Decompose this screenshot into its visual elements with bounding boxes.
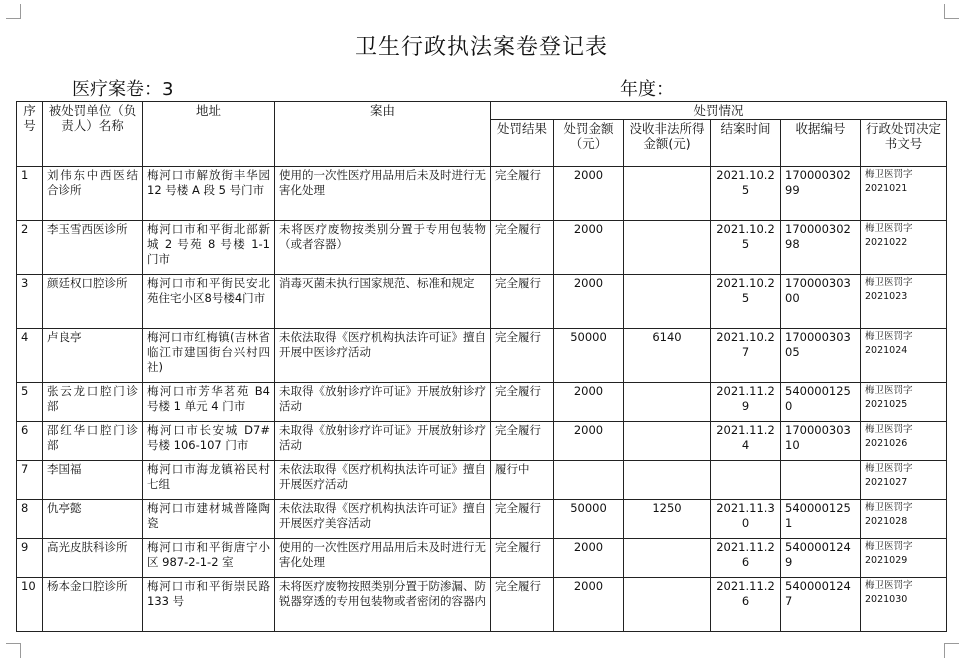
row-seq: 10 [17, 578, 43, 632]
row-seq: 2 [17, 221, 43, 275]
row-address: 梅河口市芳华茗苑 B4 号楼 1 单元 4 门市 [143, 383, 275, 422]
row-doc-no [861, 383, 947, 422]
row-receipt: 17000030299 [781, 167, 861, 221]
row-close-date: 2021.11.26 [711, 539, 781, 578]
row-close-date: 2021.10.25 [711, 221, 781, 275]
doc-number: 2021023 [865, 291, 908, 302]
row-receipt: 5400001250 [781, 383, 861, 422]
row-unit: 邵红华口腔门诊部 [43, 422, 143, 461]
year-label: 年度： [620, 79, 674, 100]
row-close-date: 2021.10.27 [711, 329, 781, 383]
row-unit: 杨本金口腔诊所 [43, 578, 143, 632]
row-doc-no [861, 461, 947, 500]
doc-number: 2021030 [865, 594, 908, 605]
row-result: 完全履行 [491, 221, 554, 275]
row-result: 完全履行 [491, 578, 554, 632]
crop-mark-top-left [6, 4, 21, 19]
doc-number: 2021024 [865, 345, 908, 356]
row-unit: 张云龙口腔门诊部 [43, 383, 143, 422]
table-row [17, 578, 947, 632]
row-amount: 2000 [554, 422, 624, 461]
doc-number: 2021021 [865, 183, 908, 194]
row-confiscated [624, 221, 711, 275]
doc-number: 2021028 [865, 516, 908, 527]
table-row [17, 461, 947, 500]
case-label: 医疗案卷：3 [72, 79, 174, 100]
row-confiscated [624, 383, 711, 422]
row-address: 梅河口市海龙镇裕民村七组 [143, 461, 275, 500]
row-reason: 未将医疗废物按照类别分置于防渗漏、防锐器穿透的专用包装物或者密闭的容器内 [275, 578, 491, 632]
row-result: 完全履行 [491, 539, 554, 578]
row-seq: 9 [17, 539, 43, 578]
row-reason: 使用的一次性医疗用品用后未及时进行无害化处理 [275, 167, 491, 221]
row-reason: 未取得《放射诊疗许可证》开展放射诊疗活动 [275, 383, 491, 422]
row-amount: 50000 [554, 329, 624, 383]
header-penalty-group: 处罚情况 [491, 102, 947, 120]
row-result: 完全履行 [491, 383, 554, 422]
doc-prefix: 梅卫医罚字 [865, 331, 913, 342]
row-close-date: 2021.11.26 [711, 578, 781, 632]
row-receipt: 17000030310 [781, 422, 861, 461]
row-receipt [781, 461, 861, 500]
row-unit: 李国福 [43, 461, 143, 500]
header-unit: 被处罚单位（负责人）名称 [43, 102, 143, 167]
row-doc-no [861, 167, 947, 221]
table-row [17, 500, 947, 539]
row-address: 梅河口市和平街唐宁小区 987-2-1-2 室 [143, 539, 275, 578]
row-address: 梅河口市红梅镇(吉林省临江市建国街台兴村四社) [143, 329, 275, 383]
row-confiscated [624, 167, 711, 221]
row-confiscated [624, 422, 711, 461]
row-amount: 2000 [554, 167, 624, 221]
header-close-date: 结案时间 [711, 120, 781, 167]
row-doc-no [861, 539, 947, 578]
row-result: 完全履行 [491, 422, 554, 461]
header-row-1 [17, 102, 947, 120]
row-doc-no [861, 275, 947, 329]
row-reason: 消毒灭菌未执行国家规范、标准和规定 [275, 275, 491, 329]
row-receipt: 5400001247 [781, 578, 861, 632]
row-confiscated [624, 539, 711, 578]
doc-number: 2021022 [865, 237, 908, 248]
header-confiscated: 没收非法所得金额(元) [624, 120, 711, 167]
row-receipt: 17000030305 [781, 329, 861, 383]
crop-mark-bottom-left [6, 643, 21, 658]
doc-prefix: 梅卫医罚字 [865, 502, 913, 513]
row-address: 梅河口市解放街丰华园 12 号楼 A 段 5 号门市 [143, 167, 275, 221]
doc-number: 2021027 [865, 477, 908, 488]
row-doc-no [861, 329, 947, 383]
header-doc-no: 行政处罚决定书文号 [861, 120, 947, 167]
row-receipt: 5400001249 [781, 539, 861, 578]
page-title: 卫生行政执法案卷登记表 [354, 35, 608, 60]
row-unit: 高光皮肤科诊所 [43, 539, 143, 578]
doc-prefix: 梅卫医罚字 [865, 169, 913, 180]
row-seq: 1 [17, 167, 43, 221]
row-address: 梅河口市建材城普隆陶瓷 [143, 500, 275, 539]
row-doc-no [861, 500, 947, 539]
row-reason: 未将医疗废物按类别分置于专用包装物（或者容器） [275, 221, 491, 275]
table-row [17, 275, 947, 329]
doc-number: 2021026 [865, 438, 908, 449]
row-result: 完全履行 [491, 167, 554, 221]
row-confiscated [624, 578, 711, 632]
header-reason: 案由 [275, 102, 491, 167]
table-row [17, 539, 947, 578]
doc-prefix: 梅卫医罚字 [865, 424, 913, 435]
row-confiscated [624, 461, 711, 500]
row-confiscated [624, 275, 711, 329]
row-seq: 6 [17, 422, 43, 461]
doc-prefix: 梅卫医罚字 [865, 463, 913, 474]
row-address: 梅河口市和平街崇民路 133 号 [143, 578, 275, 632]
row-doc-no [861, 578, 947, 632]
doc-prefix: 梅卫医罚字 [865, 277, 913, 288]
row-result: 履行中 [491, 461, 554, 500]
header-seq: 序号 [17, 102, 43, 167]
row-seq: 7 [17, 461, 43, 500]
row-unit: 刘伟东中西医结合诊所 [43, 167, 143, 221]
row-amount: 2000 [554, 275, 624, 329]
row-doc-no [861, 422, 947, 461]
row-confiscated: 6140 [624, 329, 711, 383]
row-unit: 李玉雪西医诊所 [43, 221, 143, 275]
row-close-date: 2021.10.25 [711, 275, 781, 329]
row-reason: 未依法取得《医疗机构执法许可证》擅自开展中医诊疗活动 [275, 329, 491, 383]
doc-number: 2021025 [865, 399, 908, 410]
table-row [17, 221, 947, 275]
row-confiscated: 1250 [624, 500, 711, 539]
row-close-date: 2021.11.30 [711, 500, 781, 539]
row-amount [554, 461, 624, 500]
row-reason: 未依法取得《医疗机构执法许可证》擅自开展医疗活动 [275, 461, 491, 500]
row-receipt: 5400001251 [781, 500, 861, 539]
row-result: 完全履行 [491, 500, 554, 539]
crop-mark-top-right [944, 4, 959, 19]
doc-prefix: 梅卫医罚字 [865, 580, 913, 591]
header-receipt: 收据编号 [781, 120, 861, 167]
doc-number: 2021029 [865, 555, 908, 566]
row-seq: 4 [17, 329, 43, 383]
row-seq: 8 [17, 500, 43, 539]
table-row [17, 167, 947, 221]
row-close-date [711, 461, 781, 500]
row-address: 梅河口市和平街民安北苑住宅小区8号楼4门市 [143, 275, 275, 329]
table-body [17, 167, 947, 632]
row-close-date: 2021.11.29 [711, 383, 781, 422]
row-unit: 卢良亭 [43, 329, 143, 383]
row-unit: 仇亭懿 [43, 500, 143, 539]
row-address: 梅河口市和平街北部新城 2 号苑 8 号楼 1-1 门市 [143, 221, 275, 275]
table-row [17, 329, 947, 383]
header-result: 处罚结果 [491, 120, 554, 167]
row-reason: 未取得《放射诊疗许可证》开展放射诊疗活动 [275, 422, 491, 461]
row-reason: 使用的一次性医疗用品用后未及时进行无害化处理 [275, 539, 491, 578]
row-result: 完全履行 [491, 329, 554, 383]
doc-prefix: 梅卫医罚字 [865, 223, 913, 234]
register-table [16, 101, 947, 632]
header-address: 地址 [143, 102, 275, 167]
header-amount: 处罚金额（元） [554, 120, 624, 167]
row-amount: 2000 [554, 539, 624, 578]
table-row [17, 422, 947, 461]
row-amount: 50000 [554, 500, 624, 539]
row-reason: 未依法取得《医疗机构执法许可证》擅自开展医疗美容活动 [275, 500, 491, 539]
table-row [17, 383, 947, 422]
row-seq: 3 [17, 275, 43, 329]
row-doc-no [861, 221, 947, 275]
row-address: 梅河口市长安城 D7# 号楼 106-107 门市 [143, 422, 275, 461]
row-receipt: 17000030300 [781, 275, 861, 329]
row-amount: 2000 [554, 578, 624, 632]
row-seq: 5 [17, 383, 43, 422]
row-result: 完全履行 [491, 275, 554, 329]
doc-prefix: 梅卫医罚字 [865, 541, 913, 552]
row-unit: 颜廷权口腔诊所 [43, 275, 143, 329]
doc-prefix: 梅卫医罚字 [865, 385, 913, 396]
row-close-date: 2021.10.25 [711, 167, 781, 221]
row-amount: 2000 [554, 383, 624, 422]
crop-mark-bottom-right [944, 643, 959, 658]
row-receipt: 17000030298 [781, 221, 861, 275]
row-amount: 2000 [554, 221, 624, 275]
row-close-date: 2021.11.24 [711, 422, 781, 461]
